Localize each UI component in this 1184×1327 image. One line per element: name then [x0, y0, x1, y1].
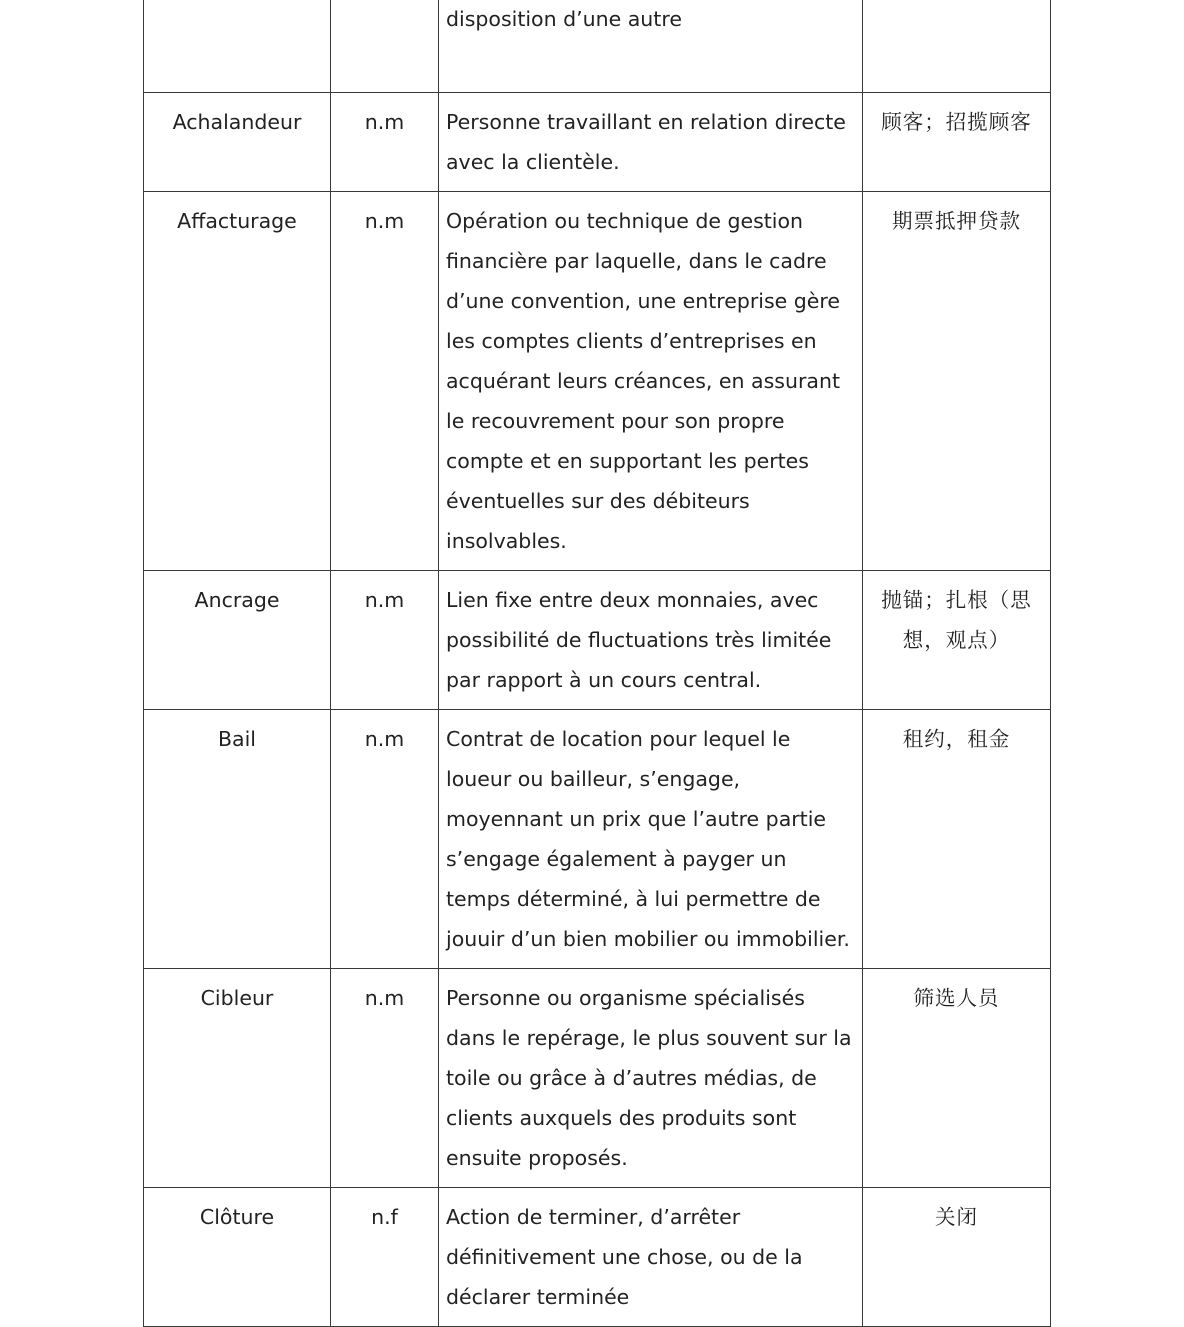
table-row [144, 192, 1051, 571]
definition-text: Lien fixe entre deux monnaies, avec possibilité de fluctuations très limitée par rapport à un cours central. [446, 588, 832, 692]
term-cell [144, 0, 331, 93]
chinese-translation-text: 关闭 [935, 1205, 978, 1229]
table-row [144, 93, 1051, 192]
chinese-translation-cell [863, 93, 1051, 192]
term-text: Bail [217, 727, 257, 751]
part-of-speech-cell [331, 1188, 439, 1327]
chinese-translation-text: 筛选人员 [913, 986, 1000, 1010]
term-text: Ancrage [194, 588, 280, 612]
table-row [144, 1188, 1051, 1327]
term-text: Clôture [199, 1205, 275, 1229]
table-row [144, 710, 1051, 969]
definition-text: disposition d’une autre [446, 7, 682, 31]
definition-text: Opération ou technique de gestion financière par laquelle, dans le cadre d’une convention, une entreprise gère les comptes clients d’entreprises en acquérant leurs créances, en assurant le recouvrement pour son propre compte et en supportant les pertes éventuelles sur des débiteurs insolvables. [446, 209, 840, 553]
glossary-table [143, 0, 1051, 1327]
part-of-speech-cell [331, 710, 439, 969]
part-of-speech-text: n.m [364, 588, 405, 612]
term-text: Cibleur [200, 986, 274, 1010]
definition-cell [439, 192, 863, 571]
part-of-speech-text: n.m [364, 209, 405, 233]
chinese-translation-cell [863, 0, 1051, 93]
definition-text: Personne ou organisme spécialisés dans le repérage, le plus souvent sur la toile ou grâce à d’autres médias, de clients auxquels des produits sont ensuite proposés. [446, 986, 852, 1170]
definition-cell [439, 969, 863, 1188]
chinese-translation-cell [863, 571, 1051, 710]
chinese-translation-text: 租约，租金 [902, 727, 1011, 751]
table-row [144, 969, 1051, 1188]
part-of-speech-cell [331, 969, 439, 1188]
table-row [144, 571, 1051, 710]
definition-text: Personne travaillant en relation directe avec la clientèle. [446, 110, 846, 174]
definition-text: Action de terminer, d’arrêter définitivement une chose, ou de la déclarer terminée [446, 1205, 803, 1309]
term-cell [144, 93, 331, 192]
definition-cell [439, 1188, 863, 1327]
definition-text: Contrat de location pour lequel le loueur ou bailleur, s’engage, moyennant un prix que l’autre partie s’engage également à payger un temps déterminé, à lui permettre de jouuir d’un bien mobilier ou immobilier. [446, 727, 850, 951]
term-cell [144, 192, 331, 571]
term-text: Achalandeur [172, 110, 302, 134]
chinese-translation-text: 抛锚；扎根（思想，观点） [881, 588, 1032, 652]
part-of-speech-cell [331, 192, 439, 571]
part-of-speech-text: n.m [364, 727, 405, 751]
part-of-speech-cell [331, 0, 439, 93]
part-of-speech-cell [331, 571, 439, 710]
term-cell [144, 710, 331, 969]
term-cell [144, 1188, 331, 1327]
chinese-translation-text: 顾客；招揽顾客 [881, 110, 1032, 134]
chinese-translation-cell [863, 969, 1051, 1188]
definition-cell [439, 710, 863, 969]
part-of-speech-text: n.m [364, 986, 405, 1010]
definition-cell [439, 0, 863, 93]
term-text: Affacturage [177, 209, 297, 233]
chinese-translation-text: 期票抵押贷款 [892, 209, 1021, 233]
part-of-speech-text: n.m [364, 110, 405, 134]
part-of-speech-cell [331, 93, 439, 192]
part-of-speech-text: n.f [371, 1205, 398, 1229]
term-cell [144, 969, 331, 1188]
chinese-translation-cell [863, 1188, 1051, 1327]
table-row [144, 0, 1051, 93]
definition-cell [439, 571, 863, 710]
chinese-translation-cell [863, 192, 1051, 571]
definition-cell [439, 93, 863, 192]
chinese-translation-cell [863, 710, 1051, 969]
term-cell [144, 571, 331, 710]
